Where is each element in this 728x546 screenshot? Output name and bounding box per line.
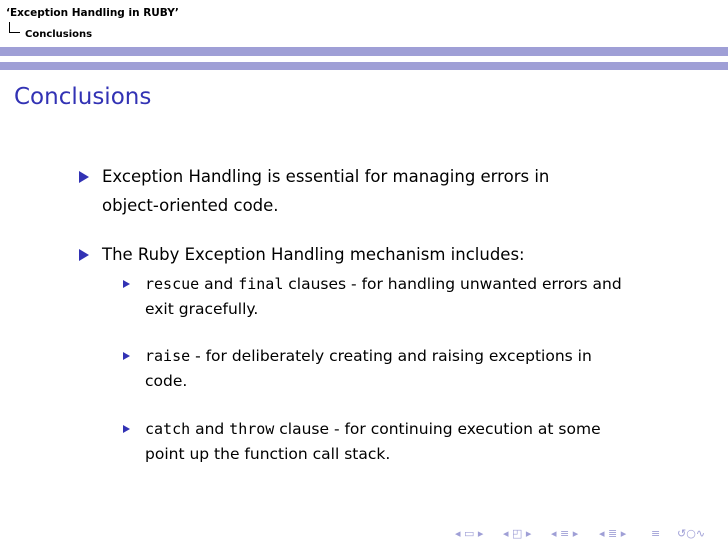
- item-1-line-1: Exception Handling is essential for managing errors in: [102, 167, 550, 186]
- subitem-3-rest: clause - for continuing execution at some: [274, 420, 601, 438]
- nav-search-icon[interactable]: ↺○∿: [677, 527, 706, 540]
- code-raise: raise: [145, 347, 191, 365]
- subitem-2-rest: - for deliberately creating and raising exceptions in: [190, 347, 592, 365]
- bullet-icon: [79, 249, 89, 261]
- subitem-1-line-2: exit gracefully.: [145, 300, 259, 318]
- item-2-line-1: The Ruby Exception Handling mechanism includes:: [102, 245, 525, 264]
- code-throw: throw: [229, 420, 275, 438]
- sub-bullet-icon: [123, 352, 130, 360]
- code-rescue: rescue: [145, 275, 200, 293]
- subitem-1-and: and: [199, 275, 239, 293]
- nav-first-icon[interactable]: ◂ ▭ ▸: [455, 527, 484, 540]
- subitem-1-rest: clauses - for handling unwanted errors and: [283, 275, 622, 293]
- frame-title: Conclusions: [14, 84, 152, 110]
- nav-subsection-icon[interactable]: ◂ ≣ ▸: [599, 527, 627, 540]
- item-1-line-2: object-oriented code.: [102, 196, 279, 215]
- subitem-2-line-2: code.: [145, 372, 188, 390]
- header-rule-top: [0, 47, 728, 56]
- subitem-3-and: and: [190, 420, 230, 438]
- subitem-1-line-1: [145, 272, 622, 296]
- header-rule-bottom: [0, 62, 728, 70]
- sub-bullet-icon: [123, 280, 130, 288]
- section-title: Conclusions: [25, 29, 93, 40]
- nav-section-icon[interactable]: ◂ ≡ ▸: [551, 527, 579, 540]
- code-catch: catch: [145, 420, 191, 438]
- bullet-icon: [79, 171, 89, 183]
- presentation-title: ‘Exception Handling in RUBY’: [6, 7, 179, 19]
- sub-bullet-icon: [123, 425, 130, 433]
- nav-align-icon[interactable]: ≡: [651, 527, 661, 540]
- subitem-3-line-2: point up the function call stack.: [145, 445, 391, 463]
- subitem-3-line-1: [145, 417, 601, 441]
- code-final: final: [238, 275, 284, 293]
- nav-frame-icon[interactable]: ◂ ◰ ▸: [503, 527, 532, 540]
- subitem-2-line-1: [145, 344, 592, 368]
- tree-corner-icon: [9, 22, 20, 33]
